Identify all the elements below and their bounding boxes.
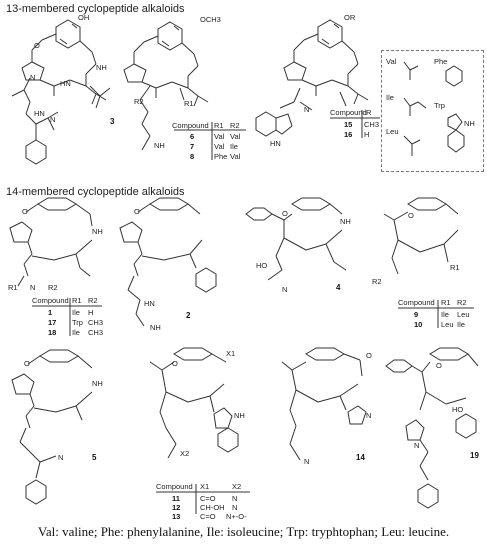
table-header-r1: R1 (72, 296, 82, 305)
atom-o-19: O (436, 361, 442, 370)
legend-ile: Ile (386, 93, 394, 102)
compound-number-19: 19 (470, 451, 479, 460)
table-cell: CH3 (88, 328, 104, 337)
compound-number-14: 14 (356, 453, 365, 462)
atom-n-14b: N (304, 457, 310, 466)
table-cell: 8 (190, 152, 195, 161)
structure-14 (282, 348, 366, 460)
atom-nh-11: NH (234, 411, 245, 420)
atom-o-11: O (172, 359, 178, 368)
atom-o-1: O (22, 207, 28, 216)
table-cell: 7 (190, 142, 195, 151)
atom-n-5: N (58, 453, 64, 462)
atom-hn-2: HN (144, 299, 155, 308)
atom-hn-3b: HN (34, 109, 45, 118)
structure-9-10 (384, 198, 458, 274)
atom-och3: OCH3 (200, 15, 221, 24)
table-cell: 16 (344, 130, 353, 139)
atom-r1-6: R1 (184, 99, 194, 108)
structure-5 (12, 350, 92, 504)
atom-nh-6: NH (154, 141, 165, 150)
atom-hn-3: HN (60, 79, 71, 88)
table-cell: N (232, 503, 238, 512)
table-15-16 (330, 108, 380, 139)
atom-nh-trp: NH (464, 119, 475, 128)
atom-n-19: N (414, 441, 420, 450)
table-cell: Ile (457, 320, 465, 329)
table-cell: H (88, 308, 94, 317)
atom-nh-4: NH (340, 217, 351, 226)
legend-leu: Leu (386, 127, 399, 136)
table-cell: 18 (48, 328, 57, 337)
table-header-r1: R1 (441, 298, 451, 307)
atom-nh-2: NH (150, 323, 161, 332)
atom-r2-6: R2 (134, 97, 144, 106)
table-11-12-13 (156, 482, 250, 521)
table-cell: Ile (230, 142, 238, 151)
structure-11-12-13 (150, 348, 238, 458)
atom-n-15: N (304, 105, 310, 114)
table-cell: Leu (441, 320, 454, 329)
table-cell: Val (214, 142, 225, 151)
table-cell: Leu (457, 310, 470, 319)
table-cell: 13 (172, 512, 181, 521)
table-cell: C=O (200, 494, 216, 503)
table-6-7-8 (172, 121, 246, 161)
table-header-compound: Compound (330, 108, 367, 117)
compound-number-4: 4 (336, 283, 341, 292)
table-cell: CH-OH (200, 503, 225, 512)
atom-nh-3: NH (96, 63, 107, 72)
table-header-compound: Compound (172, 121, 209, 130)
table-cell: CH3 (88, 318, 104, 327)
table-cell: Ile (72, 328, 80, 337)
atom-ho-19: HO (452, 405, 464, 414)
atom-o-4: O (282, 209, 288, 218)
atom-n-3: N (30, 73, 36, 82)
table-1-17-18 (32, 296, 103, 337)
atom-o-2: O (134, 207, 140, 216)
compound-number-5: 5 (92, 453, 97, 462)
table-cell: CH3 (364, 120, 380, 129)
table-cell: 6 (190, 132, 195, 141)
table-header-r2: R2 (457, 298, 467, 307)
table-cell: Ile (441, 310, 449, 319)
atom-o-3: O (34, 41, 40, 50)
heading-14-membered: 14-membered cyclopeptide alkaloids (6, 186, 185, 198)
atom-nh-1: NH (92, 227, 103, 236)
table-cell: 15 (344, 120, 353, 129)
atom-hn-15: HN (270, 139, 281, 148)
atom-n-4: N (282, 285, 288, 294)
table-cell: 1 (48, 308, 53, 317)
table-9-10 (398, 298, 474, 329)
table-cell: Val (230, 152, 241, 161)
atom-o-14: O (366, 351, 372, 360)
atom-n-3b: N (50, 115, 56, 124)
table-cell: N+-O- (226, 512, 247, 521)
table-cell: N (232, 494, 238, 503)
side-chain-legend (386, 57, 475, 156)
atom-x2: X2 (180, 449, 190, 458)
atom-r2-9: R2 (372, 277, 382, 286)
heading-13-membered: 13-membered cyclopeptide alkaloids (6, 3, 185, 15)
table-header-compound: Compound (32, 296, 69, 305)
atom-or: OR (344, 13, 356, 22)
table-header-compound: Compound (156, 482, 193, 491)
caption: Val: valine; Phe: phenylalanine, Ile: isoleucine; Trp: tryphtophan; Leu: leucine. (37, 524, 450, 539)
structure-6-7-8 (124, 22, 208, 150)
structure-19 (386, 348, 478, 508)
table-header-compound: Compound (398, 298, 435, 307)
atom-r1-1: R1 (8, 283, 18, 292)
table-cell: 17 (48, 318, 57, 327)
atom-o-5: O (24, 359, 30, 368)
table-cell: C=O (200, 512, 216, 521)
legend-val: Val (386, 57, 397, 66)
table-cell: Trp (72, 318, 83, 327)
table-cell: Ile (72, 308, 80, 317)
table-header-r2: R2 (88, 296, 98, 305)
table-header-r1: R1 (214, 121, 224, 130)
legend-phe: Phe (434, 57, 448, 66)
compound-number-3: 3 (110, 117, 115, 126)
table-cell: 10 (414, 320, 423, 329)
table-cell: H (364, 130, 370, 139)
legend-trp: Trp (434, 101, 445, 110)
atom-n-1: N (30, 283, 36, 292)
structure-3 (12, 20, 110, 164)
atom-r2-1: R2 (48, 283, 58, 292)
table-header-x2: X2 (232, 482, 242, 491)
table-cell: Phe (214, 152, 228, 161)
atom-r1-9: R1 (450, 263, 460, 272)
table-cell: Val (230, 132, 241, 141)
structure-2 (120, 198, 216, 326)
atom-oh-3: OH (78, 13, 90, 22)
atom-ho-4: HO (256, 261, 268, 270)
table-cell: 12 (172, 503, 181, 512)
atom-n-14: N (366, 411, 372, 420)
table-cell: 9 (414, 310, 419, 319)
table-header-r: R (366, 108, 372, 117)
table-header-r2: R2 (230, 121, 240, 130)
table-header-x1: X1 (200, 482, 210, 491)
atom-o-9: O (408, 211, 414, 220)
structure-15-16 (256, 20, 368, 136)
atom-x1: X1 (226, 349, 236, 358)
compound-number-2: 2 (186, 311, 191, 320)
table-cell: Val (214, 132, 225, 141)
table-cell: 11 (172, 494, 180, 503)
atom-nh-5: NH (92, 379, 103, 388)
